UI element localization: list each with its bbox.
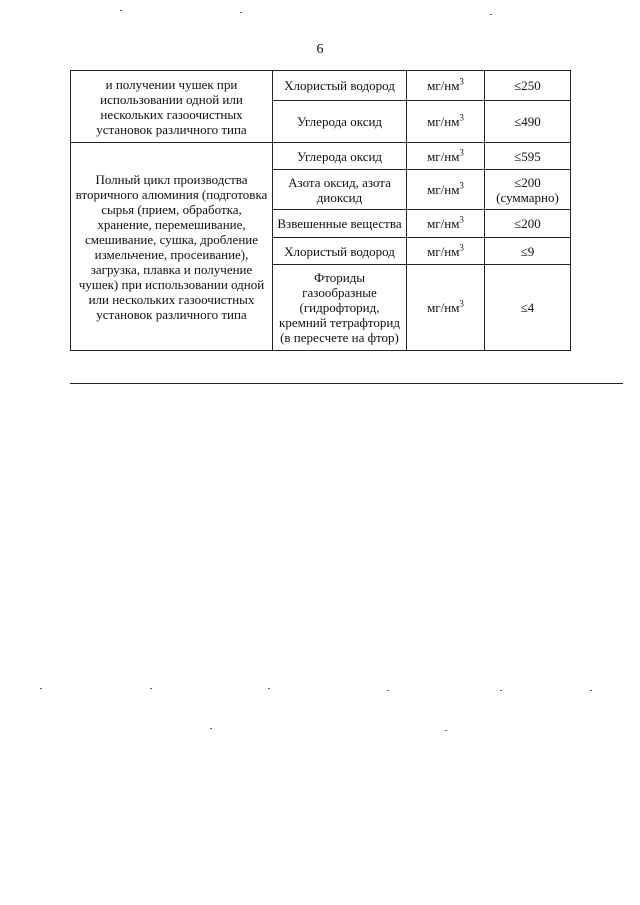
emission-norms-table bbox=[70, 70, 571, 351]
unit-exponent: 3 bbox=[459, 180, 464, 191]
substance-cell: Взвешенные вещества bbox=[273, 210, 407, 238]
unit-text: мг/нм bbox=[427, 182, 460, 197]
unit-text: мг/нм bbox=[427, 78, 460, 93]
limit-cell: ≤595 bbox=[485, 143, 571, 170]
unit-cell bbox=[407, 71, 485, 101]
unit-exponent: 3 bbox=[459, 147, 464, 158]
substance-cell: Углерода оксид bbox=[273, 101, 407, 143]
scan-speck bbox=[490, 14, 492, 15]
unit-cell bbox=[407, 101, 485, 143]
table-row bbox=[71, 71, 571, 101]
scan-speck bbox=[268, 688, 270, 689]
scan-speck bbox=[240, 12, 242, 13]
process-cell: и получении чушек при использовании одной или нескольких газоочистных установок различного типа bbox=[71, 71, 273, 143]
process-cell: Полный цикл производства вторичного алюминия (подготовка сырья (прием, обработка, хранение, перемешивание, смешивание, сушка, дробление измельчение, просеивание), загрузка, плавка и получение чушек) при использовании одной или нескольких газоочистных установок различного типа bbox=[71, 143, 273, 351]
substance-cell: Азота оксид, азота диоксид bbox=[273, 170, 407, 210]
unit-cell bbox=[407, 170, 485, 210]
page-number: 6 bbox=[316, 42, 324, 57]
substance-cell: Хлористый водород bbox=[273, 238, 407, 265]
unit-cell bbox=[407, 265, 485, 351]
scan-speck bbox=[210, 728, 212, 729]
unit-exponent: 3 bbox=[459, 242, 464, 253]
table-row bbox=[71, 143, 571, 170]
unit-cell bbox=[407, 143, 485, 170]
section-divider-line bbox=[70, 383, 623, 384]
unit-text: мг/нм bbox=[427, 148, 460, 164]
limit-cell: ≤490 bbox=[485, 101, 571, 143]
scan-speck bbox=[387, 690, 389, 691]
substance-cell: Хлористый водород bbox=[273, 71, 407, 101]
substance-cell: Фториды газообразные (гидрофторид, кремний тетрафторид (в пересчете на фтор) bbox=[273, 265, 407, 351]
unit-exponent: 3 bbox=[459, 298, 464, 309]
substance-cell: Углерода оксид bbox=[273, 143, 407, 170]
scan-speck bbox=[120, 10, 122, 11]
limit-cell: ≤4 bbox=[485, 265, 571, 351]
unit-text: мг/нм bbox=[427, 243, 460, 259]
unit-cell bbox=[407, 210, 485, 238]
scan-speck bbox=[445, 730, 447, 731]
unit-text: мг/нм bbox=[427, 114, 460, 129]
scan-speck bbox=[590, 690, 592, 691]
unit-exponent: 3 bbox=[459, 214, 464, 225]
unit-exponent: 3 bbox=[459, 76, 464, 87]
unit-exponent: 3 bbox=[459, 112, 464, 123]
scan-speck bbox=[150, 688, 152, 689]
limit-cell: ≤200 bbox=[485, 210, 571, 238]
unit-text: мг/нм bbox=[427, 300, 460, 315]
limit-cell: ≤9 bbox=[485, 238, 571, 265]
unit-cell bbox=[407, 238, 485, 265]
scan-speck bbox=[500, 690, 502, 691]
unit-text: мг/нм bbox=[427, 216, 460, 231]
limit-cell: ≤200 (суммарно) bbox=[485, 170, 571, 210]
limit-cell: ≤250 bbox=[485, 71, 571, 101]
scan-speck bbox=[40, 688, 42, 689]
